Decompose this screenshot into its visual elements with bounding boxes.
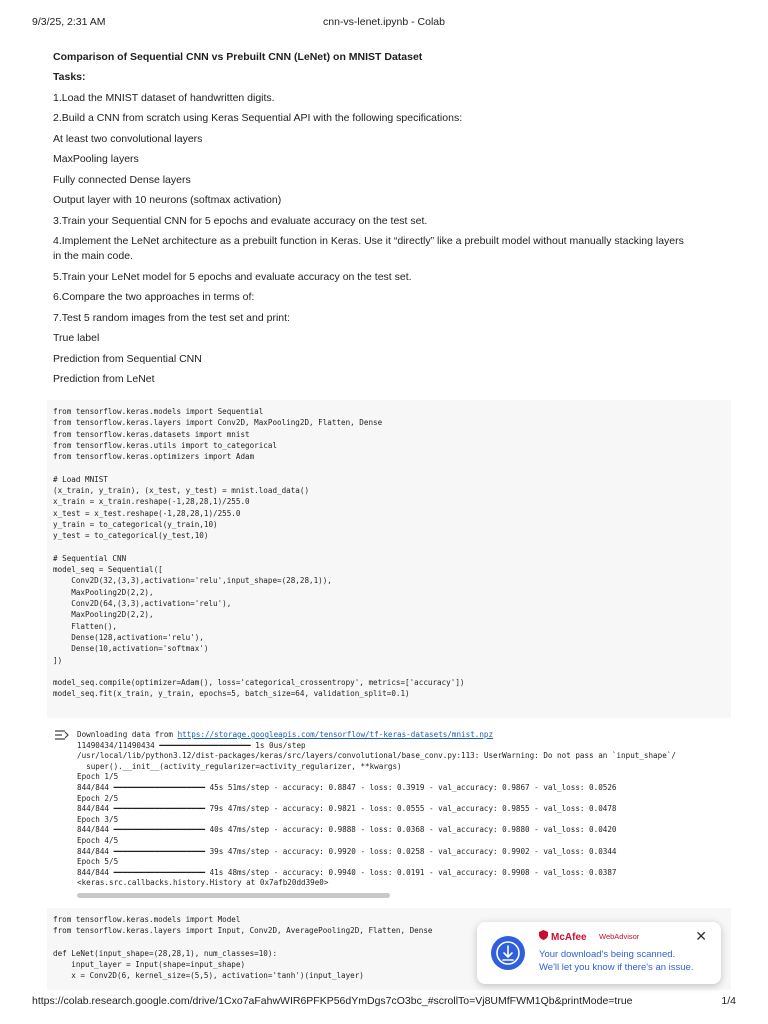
code-cell-1[interactable] bbox=[47, 400, 731, 718]
output-stream-icon[interactable] bbox=[54, 729, 70, 741]
output-line: 844/844 ━━━━━━━━━━━━━━━━━━━━ 41s 48ms/step - accuracy: 0.9940 - loss: 0.0191 - val_accuracy: 0.9908 - val_loss: 0.0387 bbox=[77, 867, 617, 877]
download-prefix: Downloading data from bbox=[77, 730, 178, 739]
print-page-number: 1/4 bbox=[721, 995, 736, 1007]
task-line: 2.Build a CNN from scratch using Keras Sequential API with the following specifications: bbox=[53, 112, 463, 124]
output-line: Epoch 1/5 bbox=[77, 772, 119, 782]
output-line: /usr/local/lib/python3.12/dist-packages/keras/src/layers/convolutional/base_conv.py:113: UserWarning: Do not pass an `input_shape`/ bbox=[77, 751, 676, 761]
output-line: <keras.src.callbacks.history.History at 0x7afb20dd39e0> bbox=[77, 878, 329, 888]
mcafee-brand bbox=[539, 930, 587, 943]
task-line: Fully connected Dense layers bbox=[53, 174, 191, 186]
task-line: True label bbox=[53, 332, 100, 344]
code-editor[interactable]: from tensorflow.keras.models import Model from tensorflow.keras.layers import Input, Conv2D, AveragePooling2D, Flatten, Dense def LeNet(input_shape=(28,28,1), num_classes=10): input_layer = Input(shape=input_shape) x = Conv2D(6, kernel_size=(5,5), activation='tanh')(input_layer) bbox=[53, 915, 433, 981]
task-line: MaxPooling layers bbox=[53, 153, 139, 165]
close-icon[interactable]: ✕ bbox=[695, 928, 707, 944]
output-line: Epoch 3/5 bbox=[77, 814, 119, 824]
download-icon bbox=[491, 936, 525, 970]
output-line: 844/844 ━━━━━━━━━━━━━━━━━━━━ 45s 51ms/step - accuracy: 0.8847 - loss: 0.3919 - val_accuracy: 0.9867 - val_loss: 0.0526 bbox=[77, 782, 617, 792]
code-editor[interactable]: from tensorflow.keras.models import Sequential from tensorflow.keras.layers import Conv2D, MaxPooling2D, Flatten, Dense from tensorflow.keras.datasets import mnist from tensorflow.keras.utils import to_categorical from tensorflow.keras.optimizers import Adam # Load MNIST (x_train, y_train), (x_test, y_test) = mnist.load_data() x_train = x_train.reshape(-1,28,28,1)/255.0 x_test = x_test.reshape(-1,28,28,1)/255.0 y_train = to_categorical(y_train,10) y_test = to_categorical(y_test,10) # Sequential CNN model_seq = Sequential([ Conv2D(32,(3,3),activation='relu',input_shape=(28,28,1)), MaxPooling2D(2,2), Conv2D(64,(3,3),activation='relu'), MaxPooling2D(2,2), Flatten(), Dense(128,activation='relu'), Dense(10,activation='softmax') ]) model_seq.compile(optimizer=Adam(), loss='categorical_crossentropy', metrics=['accuracy']) model_seq.fit(x_train, y_train, epochs=5, batch_size=64, validation_split=0.1) bbox=[53, 407, 465, 699]
task-line: 3.Train your Sequential CNN for 5 epochs and evaluate accuracy on the test set. bbox=[53, 215, 428, 227]
mcafee-product-name: WebAdvisor bbox=[599, 932, 640, 941]
task-line: 5.Train your LeNet model for 5 epochs and evaluate accuracy on the test set. bbox=[53, 271, 412, 283]
mcafee-webadvisor-popup bbox=[477, 922, 721, 984]
task-line: At least two convolutional layers bbox=[53, 133, 203, 145]
output-line: Epoch 4/5 bbox=[77, 835, 119, 845]
output-line: Epoch 2/5 bbox=[77, 793, 119, 803]
output-line: 11490434/11490434 ━━━━━━━━━━━━━━━━━━━━ 1s 0us/step bbox=[77, 740, 306, 750]
task-line: Output layer with 10 neurons (softmax activation) bbox=[53, 194, 282, 206]
output-line: 844/844 ━━━━━━━━━━━━━━━━━━━━ 79s 47ms/step - accuracy: 0.9821 - loss: 0.0555 - val_accuracy: 0.9855 - val_loss: 0.0478 bbox=[77, 804, 617, 814]
dataset-download-link[interactable]: https://storage.googleapis.com/tensorflow/tf-keras-datasets/mnist.npz bbox=[177, 730, 494, 739]
output-line: 844/844 ━━━━━━━━━━━━━━━━━━━━ 40s 47ms/step - accuracy: 0.9888 - loss: 0.0368 - val_accuracy: 0.9880 - val_loss: 0.0420 bbox=[77, 825, 617, 835]
mcafee-message bbox=[539, 948, 693, 974]
task-line: 7.Test 5 random images from the test set and print: bbox=[53, 312, 290, 324]
tasks-label: Tasks: bbox=[53, 71, 86, 83]
print-url: https://colab.research.google.com/drive/1Cxo7aFahwWIR6PFKP56dYmDgs7cO3bc_#scrollTo=Vj8UMfFWM1Qb&printMode=true bbox=[32, 995, 633, 1007]
print-page-title: cnn-vs-lenet.ipynb - Colab bbox=[323, 16, 445, 28]
output-line: Epoch 5/5 bbox=[77, 857, 119, 867]
mcafee-message-line2: We'll let you know if there's an issue. bbox=[539, 962, 694, 973]
task-line: 4.Implement the LeNet architecture as a prebuilt function in Keras. Use it “directly” like a prebuilt model without manually stacking layers bbox=[53, 235, 684, 247]
output-area-1 bbox=[77, 730, 737, 889]
mcafee-message-line1: Your download's being scanned. bbox=[539, 949, 676, 960]
task-line: Prediction from LeNet bbox=[53, 373, 155, 385]
notebook-heading: Comparison of Sequential CNN vs Prebuilt CNN (LeNet) on MNIST Dataset bbox=[53, 51, 423, 63]
task-line: 6.Compare the two approaches in terms of: bbox=[53, 291, 255, 303]
task-line: 1.Load the MNIST dataset of handwritten digits. bbox=[53, 92, 275, 104]
output-horizontal-scrollbar[interactable] bbox=[77, 893, 390, 898]
output-line: super().__init__(activity_regularizer=activity_regularizer, **kwargs) bbox=[77, 761, 402, 771]
mcafee-shield-icon bbox=[539, 930, 548, 940]
task-line: in the main code. bbox=[53, 250, 133, 262]
print-datetime: 9/3/25, 2:31 AM bbox=[32, 16, 106, 28]
task-line: Prediction from Sequential CNN bbox=[53, 353, 202, 365]
output-line: 844/844 ━━━━━━━━━━━━━━━━━━━━ 39s 47ms/step - accuracy: 0.9920 - loss: 0.0258 - val_accuracy: 0.9902 - val_loss: 0.0344 bbox=[77, 846, 617, 856]
mcafee-brand-name: McAfee bbox=[551, 932, 587, 943]
download-line bbox=[77, 730, 737, 741]
